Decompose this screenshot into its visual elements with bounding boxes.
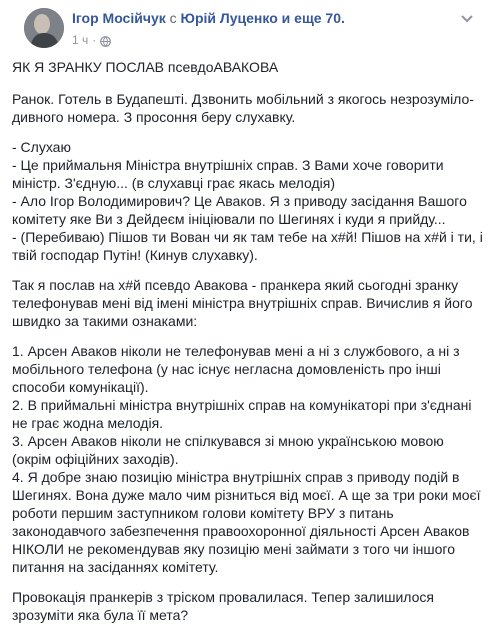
text-line: дивного номера. З просоння беру слухавку. xyxy=(12,109,296,125)
text-line: - Ало Ігор Володимирович? Це Аваков. Я з приводу засідання Вашого xyxy=(12,193,467,209)
with-text: с xyxy=(169,10,177,26)
text-line: - Слухаю xyxy=(12,139,71,155)
text-line: 4. Я добре знаю позицію міністра внутрішніх справ з приводу подій в xyxy=(12,469,460,485)
text-line: твій господар Путін! (Кинув слухавку). xyxy=(12,247,258,263)
text-line: законодавчого забезпечення правоохоронної діяльності Арсен Аваков xyxy=(12,523,470,539)
post-byline xyxy=(72,9,447,27)
globe-icon xyxy=(100,35,111,46)
others-link[interactable]: и еще 70. xyxy=(281,10,345,26)
text-line: (окрім офіційних заходів). xyxy=(12,451,179,467)
post-timestamp-row xyxy=(72,32,447,48)
separator-dot: · xyxy=(92,33,97,47)
text-line: Шегинях. Вона дуже мало чим різниться від моєї. А ще за три роки моєї xyxy=(12,487,481,503)
tagged-person-link[interactable]: Юрій Луценко xyxy=(180,10,278,26)
text-line: - Це приймальня Міністра внутрішніх справ. З Вами хоче говорити xyxy=(12,157,444,173)
paragraph-5 xyxy=(12,588,487,624)
text-line: Ранок. Готель в Будапешті. Дзвонить мобільний з якогось незрозуміло- xyxy=(12,91,474,107)
text-line: Провокація пранкерів з тріском провалилася. Тепер залишилося xyxy=(12,589,434,605)
text-line: 3. Арсен Аваков ніколи не спілкувався зі мною українською мовою xyxy=(12,433,444,449)
text-line: швидко за такими ознаками: xyxy=(12,313,198,329)
author-name-link[interactable]: Ігор Мосійчук xyxy=(72,10,166,26)
paragraph-4 xyxy=(12,342,487,576)
text-line: питання на засіданнях комітету. xyxy=(12,559,219,575)
paragraph-1 xyxy=(12,90,487,126)
post-title: ЯК Я ЗРАНКУ ПОСЛАВ псевдоАВАКОВА xyxy=(12,59,279,75)
post-meta xyxy=(72,9,447,48)
text-line: зрозуміти яка була її мета? xyxy=(12,607,189,623)
text-line: комітету яке Ви з Дейдеєм ініціювали по Шегинях і куди я прийду... xyxy=(12,211,446,227)
post-content xyxy=(12,58,487,636)
text-line: способи комунікації). xyxy=(12,379,149,395)
text-line: 2. В приймальні міністра внутрішніх справ на комунікаторі при з'єднані xyxy=(12,397,472,413)
text-line: НІКОЛИ не рекомендував яку позицію мені займати з того чи іншого xyxy=(12,541,456,557)
avatar[interactable] xyxy=(24,8,64,48)
text-line: не грає жодна мелодія. xyxy=(12,415,164,431)
paragraph-3 xyxy=(12,276,487,330)
paragraph-2 xyxy=(12,138,487,264)
text-line: телефонував мені від імені міністра внутрішніх справ. Вичислив я його xyxy=(12,295,473,311)
text-line: Так я послав на х#й псевдо Авакова - пранкера який сьогодні зранку xyxy=(12,277,459,293)
chevron-down-icon[interactable] xyxy=(459,12,475,24)
text-line: роботи першим заступником голови комітету ВРУ з питань xyxy=(12,505,394,521)
text-line: мобільного телефона (у нас існує негласна домовленість про інші xyxy=(12,361,441,377)
post-time-link[interactable]: 1 ч xyxy=(72,33,89,47)
text-line: міністр. З'єдную... (в слухавці грає якась мелодія) xyxy=(12,175,335,191)
text-line: - (Перебиваю) Пішов ти Вован чи як там тебе на х#й! Пішов на х#й і ти, і xyxy=(12,229,483,245)
post-header xyxy=(12,0,487,56)
text-line: 1. Арсен Аваков ніколи не телефонував мені а ні з службового, а ні з xyxy=(12,343,460,359)
